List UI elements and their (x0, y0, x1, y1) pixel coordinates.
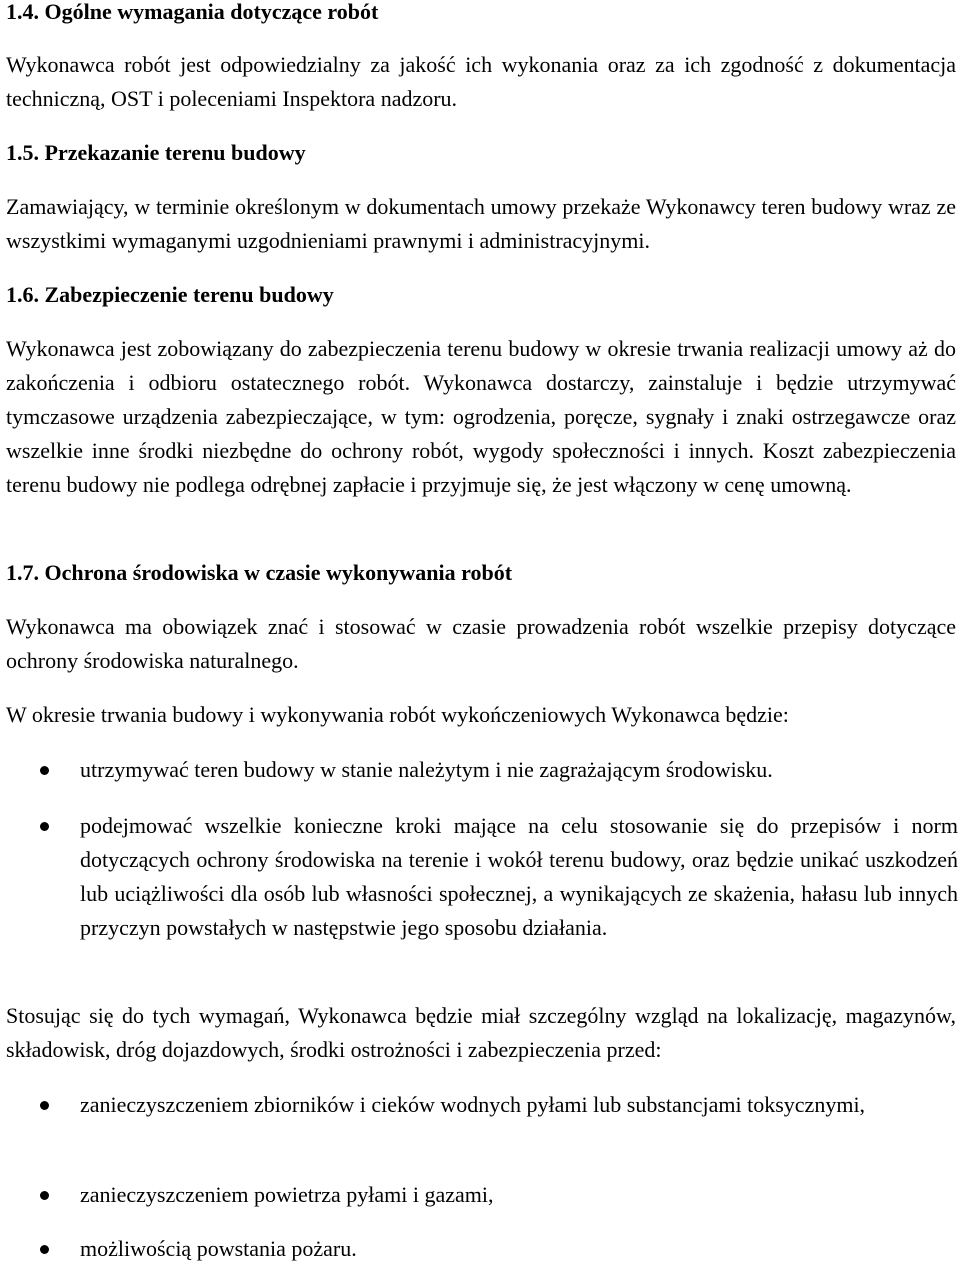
section-heading-1-6: 1.6. Zabezpieczenie terenu budowy (6, 282, 334, 307)
list-item-text: możliwością powstania pożaru. (80, 1236, 357, 1261)
bullet-icon (40, 766, 49, 775)
list-item-text: podejmować wszelkie konieczne kroki mające na celu stosowanie się do przepisów i norm dotyczących ochrony środowiska na terenie i wokół terenu budowy, oraz będzie unikać uszkodzeń lub uciążliwości dla osób lub własności społecznej, a wynikających ze skażenia, hałasu lub innych przyczyn powstałych w następstwie jego sposobu działania. (80, 813, 958, 940)
section-1-7-paragraph-2: W okresie trwania budowy i wykonywania robót wykończeniowych Wykonawca będzie: (6, 702, 789, 727)
section-heading-1-4: 1.4. Ogólne wymagania dotyczące robót (6, 0, 379, 24)
section-heading-1-5: 1.5. Przekazanie terenu budowy (6, 140, 306, 165)
list-item-text: zanieczyszczeniem zbiorników i cieków wodnych pyłami lub substancjami toksycznymi, (80, 1092, 866, 1117)
bullet-icon (40, 822, 49, 831)
bullet-icon (40, 1245, 49, 1254)
section-1-4-paragraph: Wykonawca robót jest odpowiedzialny za jakość ich wykonania oraz za ich zgodność z dokumentacja techniczną, OST i poleceniami Inspektora nadzoru. (6, 52, 956, 111)
bullet-icon (40, 1101, 49, 1110)
section-heading-1-7: 1.7. Ochrona środowiska w czasie wykonywania robót (6, 560, 513, 585)
section-1-6-paragraph: Wykonawca jest zobowiązany do zabezpieczenia terenu budowy w okresie trwania realizacji umowy aż do zakończenia i odbioru ostatecznego robót. Wykonawca dostarczy, zainstaluje i będzie utrzymywać tymczasowe urządzenia zabezpieczające, w tym: ogrodzenia, poręcze, sygnały i znaki ostrzegawcze oraz wszelkie inne środki niezbędne do ochrony robót, wygody społeczności i innych. Koszt zabezpieczenia terenu budowy nie podlega odrębnej zapłacie i przyjmuje się, że jest włączony w cenę umowną. (6, 336, 956, 497)
section-1-7-paragraph-1: Wykonawca ma obowiązek znać i stosować w czasie prowadzenia robót wszelkie przepisy dotyczące ochrony środowiska naturalnego. (6, 614, 956, 673)
section-1-7-paragraph-3: Stosując się do tych wymagań, Wykonawca będzie miał szczególny wzgląd na lokalizację, magazynów, składowisk, dróg dojazdowych, środki ostrożności i zabezpieczenia przed: (6, 1003, 956, 1062)
section-1-5-paragraph: Zamawiający, w terminie określonym w dokumentach umowy przekaże Wykonawcy teren budowy wraz ze wszystkimi wymaganymi uzgodnieniami prawnymi i administracyjnymi. (6, 194, 956, 253)
list-item-text: zanieczyszczeniem powietrza pyłami i gazami, (80, 1182, 494, 1207)
list-item-text: utrzymywać teren budowy w stanie należytym i nie zagrażającym środowisku. (80, 757, 773, 782)
bullet-icon (40, 1191, 49, 1200)
